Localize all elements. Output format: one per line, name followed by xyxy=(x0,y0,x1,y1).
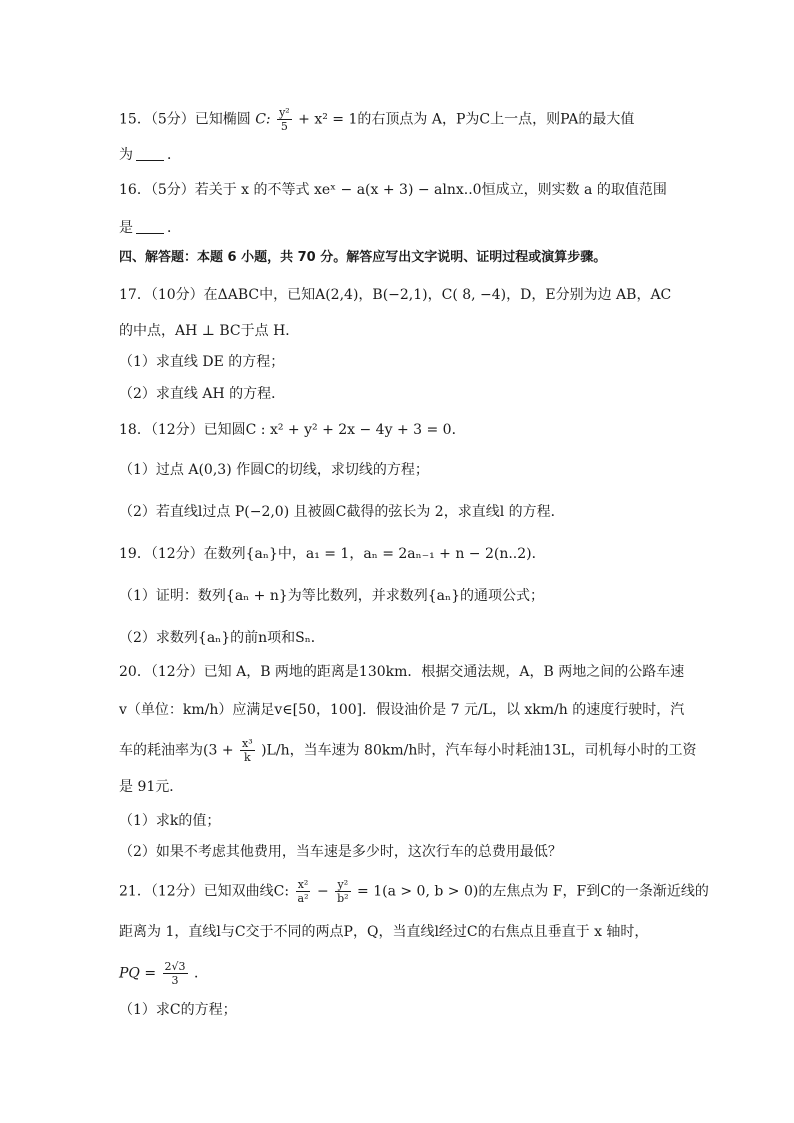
q15-text-end: A，P为C上一点，则PA的最大值 xyxy=(431,111,635,128)
q15-text: 15．（5分）已知椭圆 xyxy=(119,111,251,128)
q21-line3 xyxy=(119,960,754,987)
q20-text-end: )L/h，当车速为 80km/h时，汽车每小时耗油13L，司机每小时的工资 xyxy=(261,742,697,759)
q16-line1: 16．（5分）若关于 x 的不等式 xeˣ − a(x + 3) − alnx..0恒成立，则实数 a 的取值范围 xyxy=(119,182,667,198)
fraction-numerator: y² xyxy=(279,106,290,119)
q19-line1: 19．（12分）在数列{aₙ}中，a₁ = 1，aₙ = 2aₙ₋₁ + n − 2(n..2)． xyxy=(119,546,546,562)
fraction-denominator: a² xyxy=(297,892,309,905)
hyperbola-fraction-x xyxy=(296,878,311,905)
answer-blank xyxy=(136,219,164,234)
q19-part2: （2）求数列{aₙ}的前n项和Sₙ． xyxy=(119,630,325,646)
q17-part1: （1）求直线 DE 的方程； xyxy=(119,354,285,370)
q21-part1: （1）求C的方程； xyxy=(119,1002,237,1018)
pq-fraction xyxy=(163,960,188,987)
q17-line1: 17．（10分）在ΔABC中，已知A(2,4)，B(−2,1)，C( 8, −4)，D，E分别为边 AB，AC xyxy=(119,287,672,303)
q16-text-2: 是 xyxy=(119,220,133,236)
q21-line2: 距离为 1，直线l与C交于不同的两点P，Q，当直线l经过C的右焦点且垂直于 x 轴时， xyxy=(119,924,649,940)
q20-line3 xyxy=(119,737,754,764)
answer-blank xyxy=(136,146,164,161)
fuel-rate-fraction xyxy=(240,737,255,764)
q18-part1: （1）过点 A(0,3) 作圆C的切线，求切线的方程； xyxy=(119,462,429,478)
fraction-denominator: b² xyxy=(337,892,349,905)
q15-text-2: 为 xyxy=(119,147,133,163)
q21-text: 21．（12分）已知双曲线C: xyxy=(119,883,290,900)
q20-part1: （1）求k的值； xyxy=(119,813,221,829)
fraction-numerator: 2√3 xyxy=(164,960,186,973)
fraction-denominator: k xyxy=(243,751,251,764)
fraction-numerator: x³ xyxy=(242,737,253,750)
period: ． xyxy=(194,965,208,982)
q15-line2: 为 ． xyxy=(119,147,181,163)
hyperbola-fraction-y xyxy=(335,878,350,905)
q15-line1 xyxy=(119,106,754,133)
q19-part1: （1）证明：数列{aₙ + n}为等比数列，并求数列{aₙ}的通项公式； xyxy=(119,588,544,604)
fraction-numerator: y² xyxy=(335,878,350,892)
pq-label: PQ = xyxy=(119,965,157,982)
section-heading: 四、解答题：本题 6 小题，共 70 分。解答应写出文字说明、证明过程或演算步骤。 xyxy=(119,250,607,265)
ellipse-equation-rest: + x² = 1的右顶点为 xyxy=(298,111,428,128)
ellipse-label: C: xyxy=(255,111,271,128)
q20-line1: 20．（12分）已知 A，B 两地的距离是130km．根据交通法规，A，B 两地之间的公路车速 xyxy=(119,664,685,680)
ellipse-fraction xyxy=(277,106,292,133)
q21-line1 xyxy=(119,878,754,905)
q20-line4: 是 91元． xyxy=(119,779,184,795)
fraction-denominator: 5 xyxy=(280,120,288,133)
q18-line1: 18．（12分）已知圆C : x² + y² + 2x − 4y + 3 = 0． xyxy=(119,422,466,438)
q17-part2: （2）求直线 AH 的方程． xyxy=(119,386,286,402)
q16-line2: 是 ． xyxy=(119,220,181,236)
q18-part2: （2）若直线l过点 P(−2,0) 且被圆C截得的弦长为 2，求直线l 的方程． xyxy=(119,504,565,520)
q20-part2: （2）如果不考虑其他费用，当车速是多少时，这次行车的总费用最低？ xyxy=(119,844,562,860)
fraction-numerator: x² xyxy=(296,878,311,892)
fraction-denominator: 3 xyxy=(171,974,179,987)
q21-text-end: = 1(a > 0, b > 0)的左焦点为 F，F到C的一条渐近线的 xyxy=(357,883,709,900)
minus-sign: − xyxy=(316,883,329,900)
q20-text: 车的耗油率为(3 + xyxy=(119,742,234,759)
q20-line2: v（单位：km/h）应满足v∈[50，100]．假设油价是 7 元/L，以 xkm/h 的速度行驶时，汽 xyxy=(119,702,685,718)
q17-line2: 的中点，AH ⊥ BC于点 H． xyxy=(119,323,300,339)
